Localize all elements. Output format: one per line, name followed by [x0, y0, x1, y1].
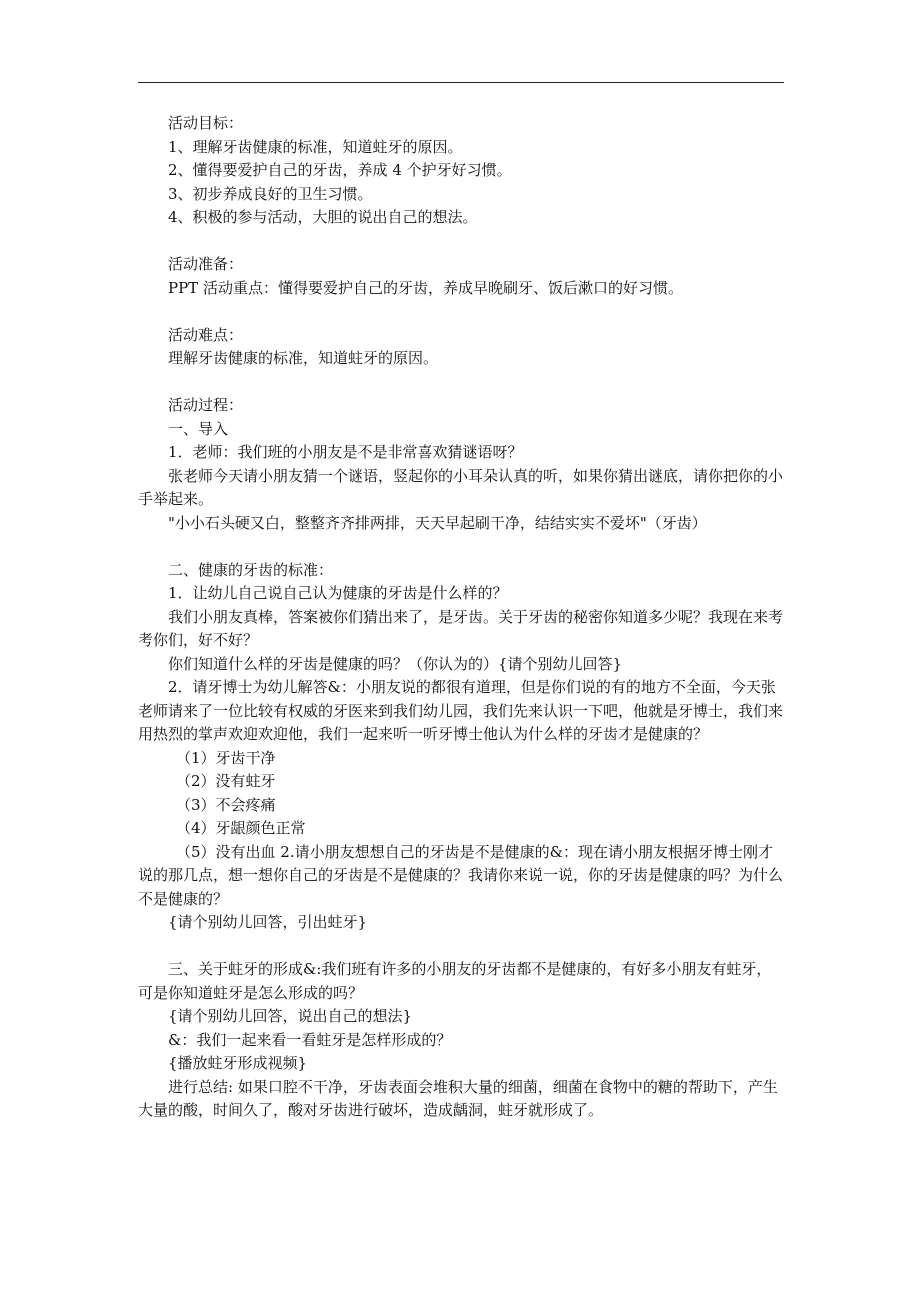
section1-riddle: "小小石头硬又白，整整齐齐排两排，天天早起刷干净，结结实实不爱坏"（牙齿）: [168, 513, 707, 532]
goal-item: 2、懂得要爱护自己的牙齿，养成 4 个护牙好习惯。: [168, 161, 512, 179]
section1-paragraph: 张老师今天请小朋友猜一个谜语，竖起你的小耳朵认真的听，如果你猜出谜底，请你把你的小手举起来。: [138, 466, 784, 508]
section2-note: {请个别幼儿回答，引出蛀牙}: [168, 913, 368, 931]
section3-note: {请个别幼儿回答，说出自己的想法}: [168, 1007, 413, 1025]
section2-paragraph: 1．让幼儿自己说自己认为健康的牙齿是什么样的？: [168, 584, 508, 602]
section2-paragraph: 你们知道什么样的牙齿是健康的吗？（你认为的）{请个别幼儿回答}: [168, 654, 623, 673]
section1-title: 一、导入: [168, 419, 229, 438]
difficulty-heading: 活动难点：: [168, 325, 244, 344]
standard-item: （1）牙齿干净: [176, 748, 276, 767]
section2-title: 二、健康的牙齿的标准：: [168, 560, 334, 579]
spacer: [138, 535, 784, 559]
standard-item: （4）牙龈颜色正常: [176, 819, 306, 837]
goal-item: 1、理解牙齿健康的标准，知道蛀牙的原因。: [168, 137, 463, 156]
section3-note: {播放蛀牙形成视频}: [168, 1054, 308, 1072]
standard-item: （3）不会疼痛: [176, 795, 276, 814]
difficulty-text: 理解牙齿健康的标准，知道蛀牙的原因。: [168, 349, 439, 367]
spacer: [138, 371, 784, 395]
header-rule: [138, 82, 784, 83]
spacer: [138, 230, 784, 254]
goals-heading: 活动目标：: [168, 114, 244, 132]
goal-item: 3、初步养成良好的卫生习惯。: [168, 184, 373, 203]
goal-item: 4、积极的参与活动，大胆的说出自己的想法。: [168, 208, 478, 226]
section3-paragraph: &：我们一起来看一看蛀牙是怎样形成的？: [168, 1030, 452, 1049]
prep-heading: 活动准备：: [168, 255, 244, 273]
standard-item: （2）没有蛀牙: [176, 772, 276, 790]
section2-paragraph: 2．请牙博士为幼儿解答&：小朋友说的都很有道理，但是你们说的有的地方不全面，今天张老师请来了一位比较有权威的牙医来到我们幼儿园，我们先来认识一下吧，他就是牙博士，我们来用热烈的掌声欢迎欢迎他，我们一起来听一听牙博士他认为什么样的牙齿才是健康的？: [138, 678, 784, 743]
process-heading: 活动过程：: [168, 396, 244, 414]
section2-paragraph: 我们小朋友真棒，答案被你们猜出来了，是牙齿。关于牙齿的秘密你知道多少呢？我现在来考考你们，好不好？: [138, 607, 784, 649]
prep-text: PPT 活动重点：懂得要爱护自己的牙齿，养成早晚刷牙、饭后漱口的好习惯。: [168, 278, 683, 297]
standard-item: （5）没有出血 2.请小朋友想想自己的牙齿是不是健康的&：现在请小朋友根据牙博士刚才说的那几点，想一想你自己的牙齿是不是健康的？我请你来说一说，你的牙齿是健康的吗？为什么不是健康的？: [138, 842, 784, 908]
section1-paragraph: 1．老师：我们班的小朋友是不是非常喜欢猜谜语呀？: [168, 443, 523, 461]
section3-summary: 进行总结: 如果口腔不干净，牙齿表面会堆积大量的细菌，细菌在食物中的糖的帮助下，产生大量的酸，时间久了，酸对牙齿进行破坏，造成龋洞，蛀牙就形成了。: [138, 1077, 778, 1119]
spacer: [138, 300, 784, 324]
spacer: [138, 935, 784, 959]
document-body: [138, 112, 784, 1123]
section3-title: 三、关于蛀牙的形成&:我们班有许多的小朋友的牙齿都不是健康的，有好多小朋友有蛀牙，可是你知道蛀牙是怎么形成的吗？: [138, 960, 772, 1002]
